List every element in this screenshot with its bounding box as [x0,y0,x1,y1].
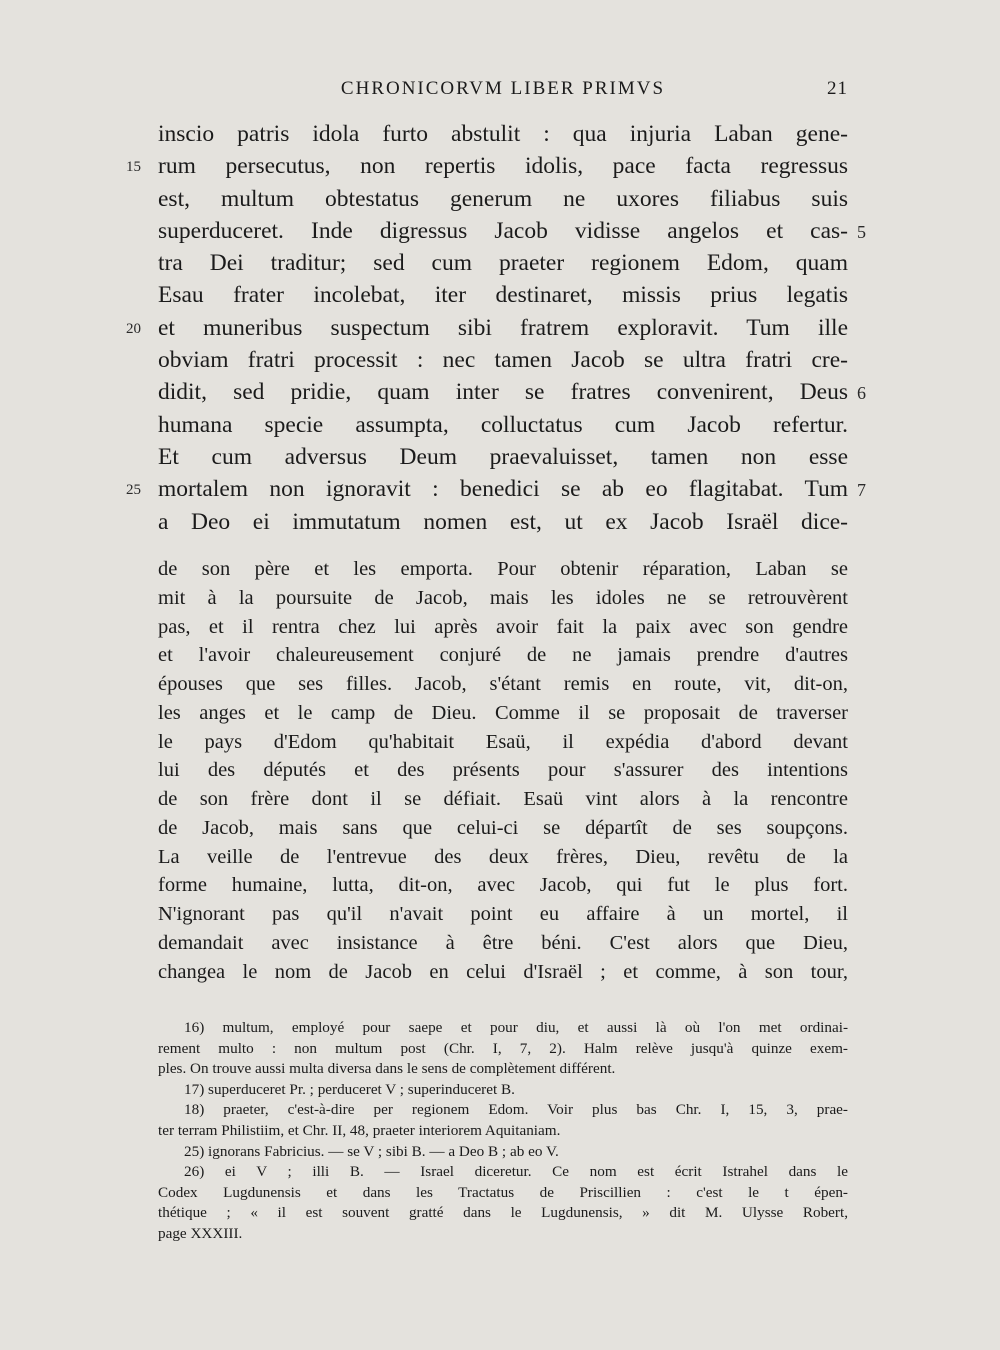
french-line: La veille de l'entrevue des deux frères, Dieu, revêtu de la [158,845,848,868]
latin-line: Esau frater incolebat, iter destinaret, missis prius legatis [158,282,848,309]
footnote-line: 25) ignorans Fabricius. — se V ; sibi B. — a Deo B ; ab eo V. [184,1142,559,1160]
latin-line: est, multum obtestatus generum ne uxores filiabus suis [158,185,848,212]
latin-line: 15 rum persecutus, non repertis idolis, pace facta regressus [158,150,848,182]
french-line: le pays d'Edom qu'habitait Esaü, il expédia d'abord devant [158,730,848,753]
latin-text [126,118,866,538]
french-line: changea le nom de Jacob en celui d'Israël ; et comme, à son tour, [158,960,848,983]
french-line: et l'avoir chaleureusement conjuré de ne jamais prendre d'autres [158,644,848,667]
line-number-left: 20 [126,320,141,337]
latin-line: inscio patris idola furto abstulit : qua injuria Laban gene- [158,121,848,147]
french-line: pas, et il rentra chez lui après avoir fait la paix avec son gendre [158,615,848,638]
line-number-right: 7 [857,480,866,501]
french-line: les anges et le camp de Dieu. Comme il se proposait de traverser [158,701,848,724]
french-line: demandait avec insistance à être béni. C'est alors que Dieu, [158,931,848,954]
latin-line: superduceret. Inde digressus Jacob vidisse angelos et cas- 5 [158,215,848,247]
footnote-line: rement multo : non multum post (Chr. I, 7, 2). Halm relève jusqu'à quinze exem- [158,1039,848,1057]
footnote-line: 18) praeter, c'est-à-dire per regionem Edom. Voir plus bas Chr. I, 15, 3, prae- [184,1101,848,1119]
line-number-left: 15 [126,159,141,176]
french-line: lui des députés et des présents pour s'assurer des intentions [158,759,848,782]
footnote-line: 16) multum, employé pour saepe et pour diu, et aussi là où l'on met ordinai- [184,1019,848,1036]
footnotes [158,1018,848,1245]
page-number: 21 [827,78,848,99]
footnote-line: ples. On trouve aussi multa diversa dans le sens de complètement différent. [158,1060,616,1078]
latin-line: tra Dei traditur; sed cum praeter regionem Edom, quam [158,250,848,277]
latin-line: Et cum adversus Deum praevaluisset, tamen non esse [158,443,848,470]
footnote-line: 26) ei V ; illi B. — Israel diceretur. Ce nom est écrit Istrahel dans le [184,1163,848,1181]
french-line: forme humaine, lutta, dit-on, avec Jacob, qui fut le plus fort. [158,874,848,897]
footnote-line: thétique ; « il est souvent gratté dans le Lugdunensis, » dit M. Ulysse Robert, [158,1204,848,1222]
french-line: mit à la poursuite de Jacob, mais les idoles ne se retrouvèrent [158,586,848,609]
footnote-line: page XXXIII. [158,1224,243,1242]
latin-line: a Deo ei immutatum nomen est, ut ex Jacob Israël dice- [158,508,848,535]
footnote-line: ter terram Philistiim, et Chr. II, 48, praeter interiorem Aquitaniam. [158,1121,561,1139]
french-line: de Jacob, mais sans que celui-ci se départît de ses soupçons. [158,816,848,839]
french-line: de son frère dont il se défiait. Esaü vint alors à la rencontre [158,788,848,810]
running-title: CHRONICORVM LIBER PRIMVS [340,78,666,99]
footnote-line: Codex Lugdunensis et dans les Tractatus de Priscillien : c'est le t épen- [158,1183,848,1201]
line-number-right: 6 [857,383,866,404]
footnote-line: 17) superduceret Pr. ; perduceret V ; superinduceret B. [184,1080,515,1098]
latin-line: obviam fratri processit : nec tamen Jacob se ultra fratri cre- [158,347,848,374]
french-translation [158,555,848,986]
latin-line: 20 et muneribus suspectum sibi fratrem exploravit. Tum ille [158,312,848,344]
latin-line: humana specie assumpta, colluctatus cum Jacob refertur. [158,411,848,438]
french-line: N'ignorant pas qu'il n'avait point eu affaire à un mortel, il [158,903,848,925]
latin-line: 25 mortalem non ignoravit : benedici se ab eo flagitabat. Tum 7 [158,473,848,505]
line-number-left: 25 [126,482,141,499]
french-line: de son père et les emporta. Pour obtenir réparation, Laban se [158,558,848,580]
latin-line: didit, sed pridie, quam inter se fratres convenirent, Deus 6 [158,376,848,408]
line-number-right: 5 [857,221,866,242]
french-line: épouses que ses filles. Jacob, s'étant remis en route, vit, dit-on, [158,673,848,695]
running-head [158,78,848,104]
